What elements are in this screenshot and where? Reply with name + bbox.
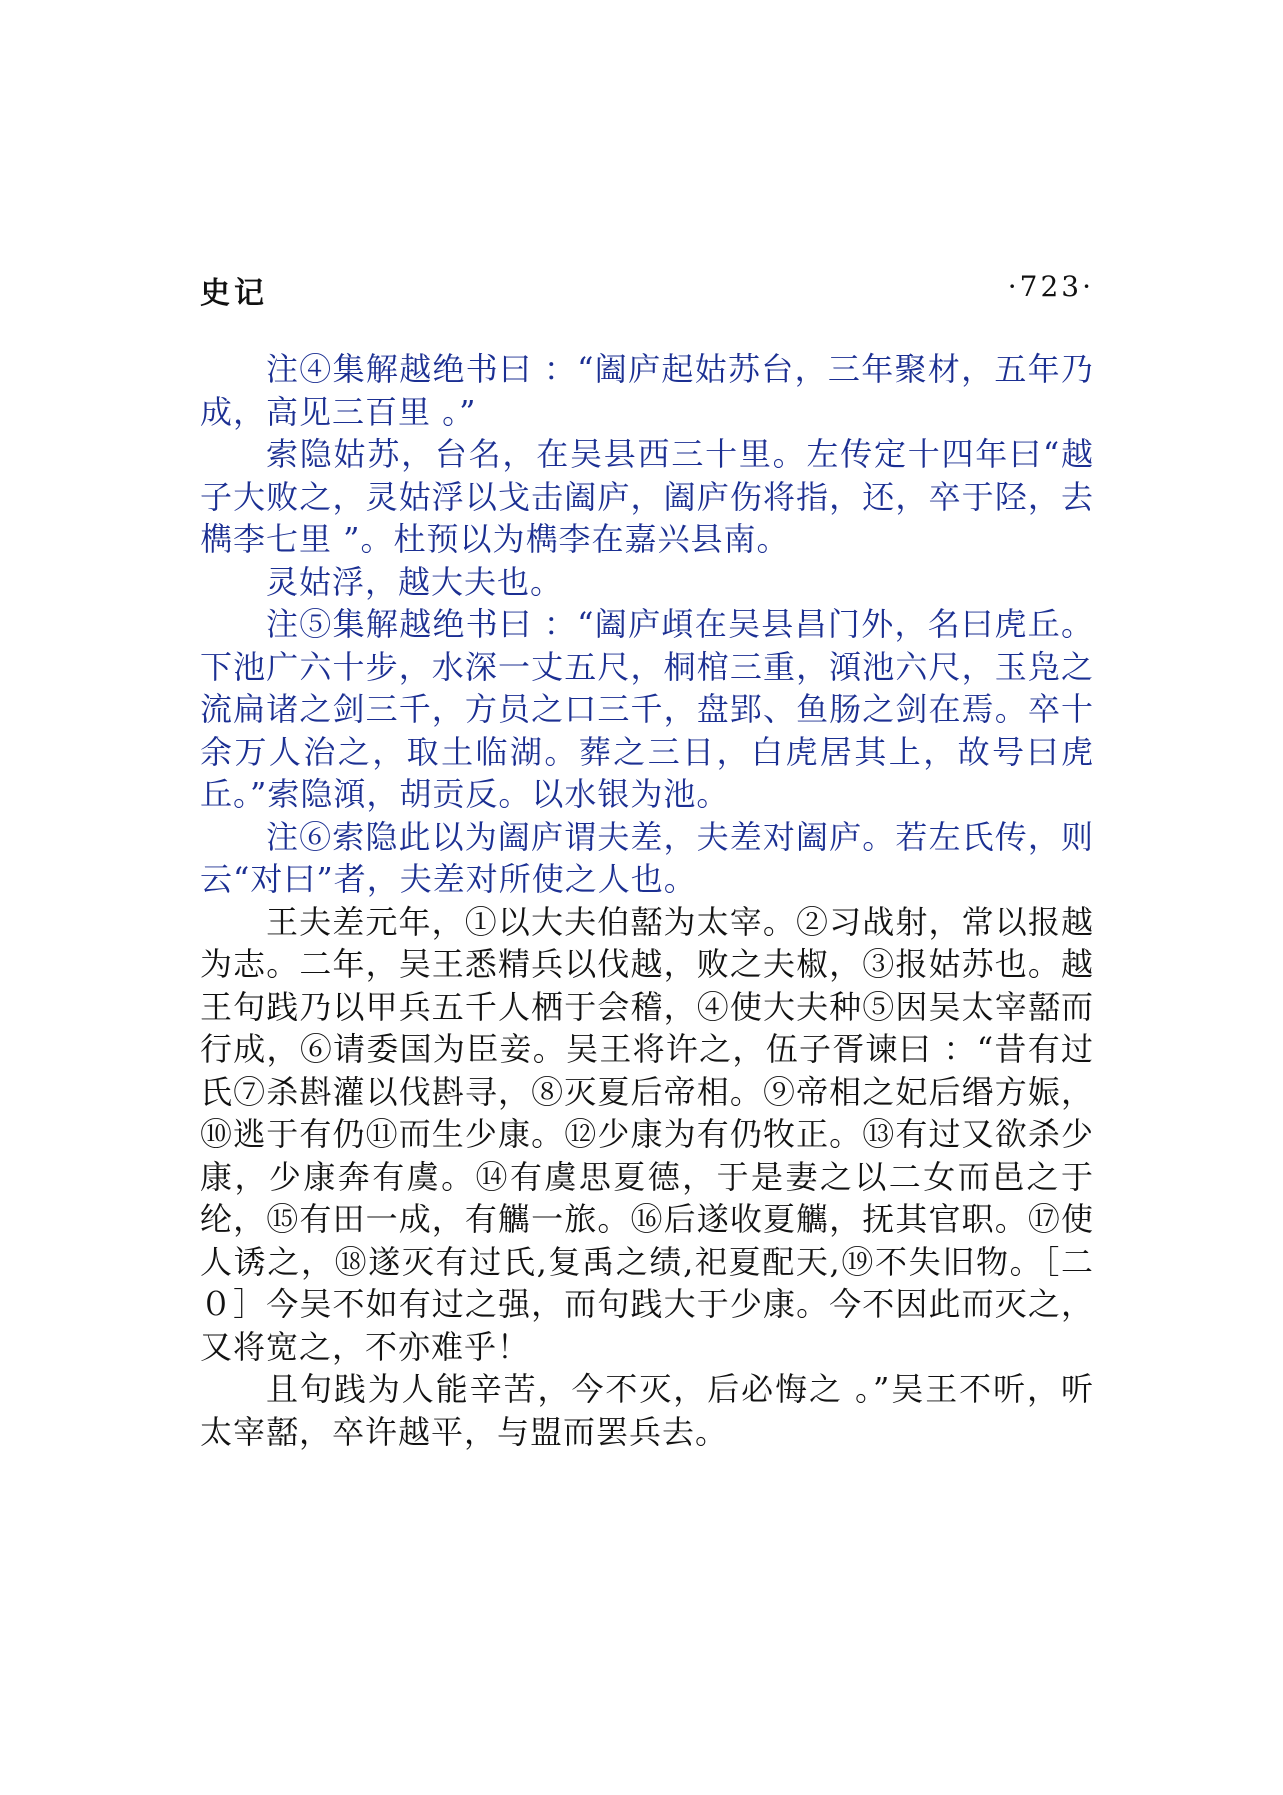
annotation-paragraph: 注⑤集解越绝书曰 ：“阖庐頉在吴县昌门外，名曰虎丘。下池广六十步，水深一丈五尺，桐棺三重，澒池六尺，玉凫之流扁诸之剑三千，方员之口三千，盘郢、鱼肠之剑在焉。卒十余万人治之，取土临湖。葬之三日，白虎居其上，故号曰虎丘。”索隐澒，胡贡反。以水银为池。 (200, 605, 1094, 813)
page-header (200, 268, 1094, 311)
annotation-paragraph: 注⑥索隐此以为阖庐谓夫差，夫差对阖庐。若左氏传，则云“对曰”者，夫差对所使之人也。 (200, 817, 1094, 898)
annotation-paragraph: 注④集解越绝书曰 ：“阖庐起姑苏台，三年聚材，五年乃成，高见三百里 。” (200, 350, 1094, 431)
text-body (200, 348, 1094, 1453)
annotation-paragraph: 索隐姑苏，台名，在吴县西三十里。左传定十四年曰“越子大败之，灵姑浮以戈击阖庐，阖庐伤将指，还，卒于陉，去檇李七里 ”。杜预以为檇李在嘉兴县南。 (200, 435, 1094, 558)
book-title: 史记 (200, 276, 268, 311)
main-text-paragraph: 且句践为人能辛苦，今不灭，后必悔之 。”吴王不听，听太宰嚭，卒许越平，与盟而罢兵去。 (200, 1370, 1094, 1451)
page-number: ·723· (1007, 270, 1094, 303)
main-text-paragraph: 王夫差元年，①以大夫伯嚭为太宰。②习战射，常以报越为志。二年，吴王悉精兵以伐越，败之夫椒，③报姑苏也。越王句践乃以甲兵五千人栖于会稽，④使大夫种⑤因吴太宰嚭而行成，⑥请委国为臣妾。吴王将许之，伍子胥谏曰 ：“昔有过氏⑦杀斟灌以伐斟寻，⑧灭夏后帝相。⑨帝相之妃后缗方娠，⑩逃于有仍⑪而生少康。⑫少康为有仍牧正。⑬有过又欲杀少康，少康奔有虞。⑭有虞思夏德，于是妻之以二女而邑之于纶，⑮有田一成，有觽一旅。⑯后遂收夏觽，抚其官职。⑰使人诱之，⑱遂灭有过氏,复禹之绩,祀夏配天,⑲不失旧物。［二０］今吴不如有过之强，而句践大于少康。今不因此而灭之，又将宽之，不亦难乎！ (200, 902, 1094, 1366)
annotation-paragraph: 灵姑浮，越大夫也。 (266, 562, 564, 601)
